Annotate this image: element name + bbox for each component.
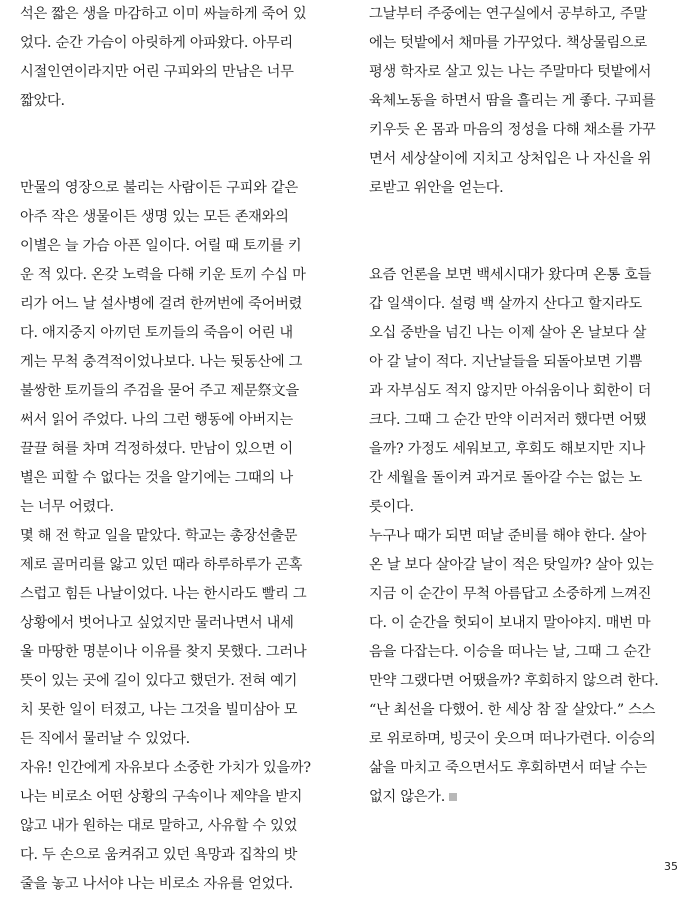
text-line: 갑 일색이다. 설령 백 살까지 산다고 할지라도 — [369, 296, 642, 312]
text-line — [369, 783, 673, 812]
paragraph — [369, 0, 673, 203]
text-line: 제로 골머리를 앓고 있던 때라 하루하루가 곤혹 — [20, 557, 303, 573]
paragraph-gap — [20, 145, 324, 174]
paragraph — [369, 261, 673, 522]
text-line: 음을 다잡는다. 이승을 떠나는 날, 그때 그 순간 — [369, 644, 651, 660]
right-column — [369, 0, 673, 812]
text-line: 과 자부심도 적지 않지만 아쉬움이나 회한이 더 — [369, 383, 652, 399]
text-line: 키우듯 온 몸과 마음의 정성을 다해 채소를 가꾸 — [369, 122, 656, 138]
text-line: “난 최선을 다했어. 한 세상 참 잘 살았다.” 스스 — [369, 702, 656, 718]
text-line: 로 위로하며, 빙긋이 웃으며 떠나가련다. 이승의 — [369, 731, 656, 747]
text-line: 리가 어느 날 설사병에 걸려 한꺼번에 죽어버렸 — [20, 296, 303, 312]
text-line: 간 세월을 돌이켜 과거로 돌아갈 수는 없는 노 — [369, 470, 642, 486]
text-line: 울 마땅한 명분이나 이유를 찾지 못했다. 그러나 — [20, 644, 307, 660]
text-line: 다. 이 순간을 헛되이 보내지 말아야지. 매번 마 — [369, 615, 651, 631]
paragraph-gap — [369, 232, 673, 261]
text-line: 누구나 때가 되면 떠날 준비를 해야 한다. 살아 — [369, 528, 647, 544]
text-line: 아 갈 날이 적다. 지난날들을 되돌아보면 기쁨 — [369, 354, 642, 370]
text-line: 써서 읽어 주었다. 나의 그런 행동에 아버지는 — [20, 412, 293, 428]
text-line: 는 너무 어렸다. — [20, 499, 114, 515]
text-line: 불쌍한 토끼들의 주검을 묻어 주고 제문祭文을 — [20, 383, 299, 399]
text-line: 지금 이 순간이 무척 아름답고 소중하게 느껴진 — [369, 586, 652, 602]
text-line: 이별은 늘 가슴 아픈 일이다. 어릴 때 토끼를 키 — [20, 238, 302, 254]
text-line: 크다. 그때 그 순간 만약 이러저러 했다면 어땠 — [369, 412, 647, 428]
text-line: 게는 무척 충격적이었나보다. 나는 뒷동산에 그 — [20, 354, 303, 370]
text-line: 끌끌 혀를 차며 걱정하셨다. 만남이 있으면 이 — [20, 441, 293, 457]
text-line: 오십 중반을 넘긴 나는 이제 살아 온 날보다 살 — [369, 325, 647, 341]
text-line-content: 없지 않은가. — [369, 789, 446, 805]
text-line: 만약 그랬다면 어땠을까? 후회하지 않으려 한다. — [369, 673, 659, 689]
paragraph-gap — [20, 116, 324, 145]
text-line: 릇이다. — [369, 499, 414, 515]
text-line: 다. 두 손으로 움켜쥐고 있던 욕망과 집착의 밧 — [20, 847, 298, 863]
text-line: 짧았다. — [20, 93, 65, 109]
paragraph — [20, 754, 324, 899]
text-line: 육체노동을 하면서 땀을 흘리는 게 좋다. 구피를 — [369, 93, 656, 109]
text-line: 몇 해 전 학교 일을 맡았다. 학교는 총장선출문 — [20, 528, 298, 544]
end-of-article-mark — [449, 793, 457, 801]
text-line: 온 날 보다 살아갈 날이 적은 탓일까? 살아 있는 — [369, 557, 654, 573]
text-line: 별은 피할 수 없다는 것을 알기에는 그때의 나 — [20, 470, 293, 486]
text-line: 로받고 위안을 얻는다. — [369, 180, 504, 196]
text-line: 운 적 있다. 온갖 노력을 다해 키운 토끼 수십 마 — [20, 267, 306, 283]
text-line: 든 직에서 물러날 수 있었다. — [20, 731, 190, 747]
text-line: 그날부터 주중에는 연구실에서 공부하고, 주말 — [369, 6, 647, 22]
text-line: 자유! 인간에게 자유보다 소중한 가치가 있을까? — [20, 760, 311, 776]
text-line: 었다. 순간 가슴이 아릿하게 아파왔다. 아무리 — [20, 35, 293, 51]
text-line: 석은 짧은 생을 마감하고 이미 싸늘하게 죽어 있 — [20, 6, 307, 22]
text-line: 면서 세상살이에 지치고 상처입은 나 자신을 위 — [369, 151, 652, 167]
text-line: 다. 애지중지 아끼던 토끼들의 죽음이 어린 내 — [20, 325, 293, 341]
text-line: 치 못한 일이 터졌고, 나는 그것을 빌미삼아 모 — [20, 702, 298, 718]
paragraph — [20, 0, 324, 116]
text-line: 않고 내가 원하는 대로 말하고, 사유할 수 있었 — [20, 818, 298, 834]
text-line: 에는 텃밭에서 채마를 가꾸었다. 책상물림으로 — [369, 35, 647, 51]
text-line: 삶을 마치고 죽으면서도 후회하면서 떠날 수는 — [369, 760, 647, 776]
text-line: 평생 학자로 살고 있는 나는 주말마다 텃밭에서 — [369, 64, 652, 80]
text-line: 상황에서 벗어나고 싶었지만 물러나면서 내세 — [20, 615, 294, 631]
text-line: 시절인연이라지만 어린 구피와의 만남은 너무 — [20, 64, 294, 80]
paragraph — [20, 174, 324, 522]
paragraph-gap — [369, 203, 673, 232]
page-number: 35 — [664, 860, 678, 873]
paragraph — [20, 522, 324, 754]
paragraph — [369, 522, 673, 812]
text-line: 아주 작은 생물이든 생명 있는 모든 존재와의 — [20, 209, 289, 225]
text-line: 요즘 언론을 보면 백세시대가 왔다며 온통 호들 — [369, 267, 652, 283]
text-line: 만물의 영장으로 불리는 사람이든 구피와 같은 — [20, 180, 298, 196]
text-line: 스럽고 힘든 나날이었다. 나는 한시라도 빨리 그 — [20, 586, 307, 602]
left-column — [20, 0, 324, 899]
text-line: 줄을 놓고 나서야 나는 비로소 자유를 얻었다. — [20, 876, 293, 892]
text-line: 뜻이 있는 곳에 길이 있다고 했던가. 전혀 예기 — [20, 673, 298, 689]
text-line: 을까? 가정도 세워보고, 후회도 해보지만 지나 — [369, 441, 646, 457]
text-line: 나는 비로소 어떤 상황의 구속이나 제약을 받지 — [20, 789, 303, 805]
